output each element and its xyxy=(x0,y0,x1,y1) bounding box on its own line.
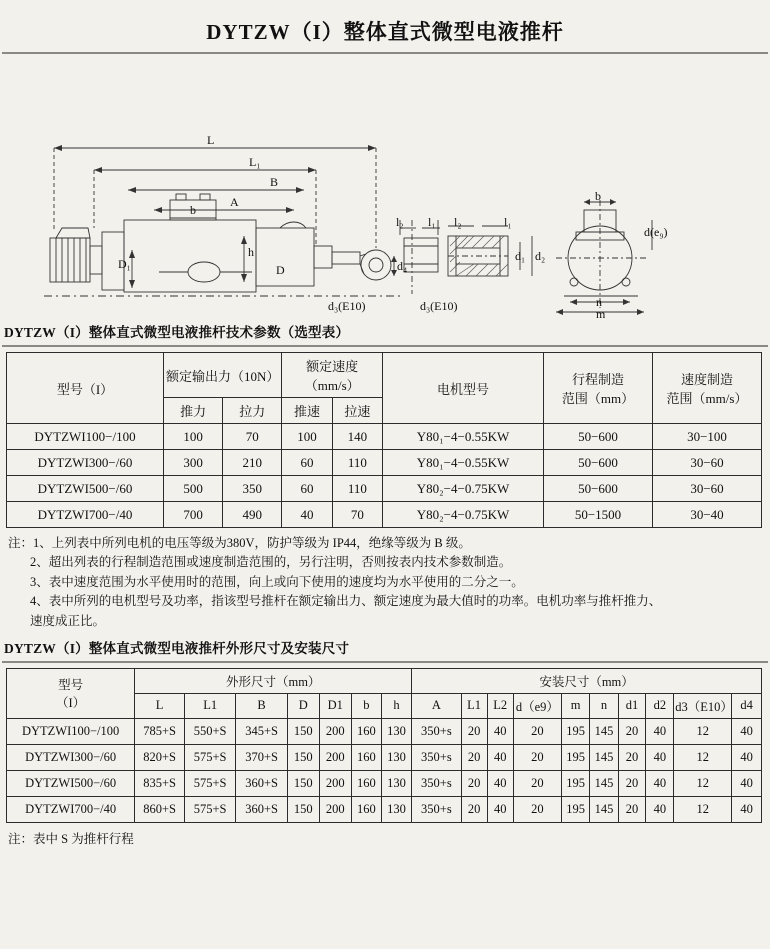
cell-pull: 490 xyxy=(223,502,282,528)
label-m: m xyxy=(596,307,606,321)
cell-outer-h: 130 xyxy=(381,718,411,744)
label-B: B xyxy=(270,175,279,189)
cell-speed-range: 30−100 xyxy=(653,424,762,450)
cell-inst-d4: 40 xyxy=(732,718,762,744)
col-speed-range-line1: 速度制造 xyxy=(680,372,733,387)
col-force: 额定输出力（10N） xyxy=(164,353,282,398)
note-line: 3、表中速度范围为水平使用时的范围，向上或向下使用的速度均为水平使用的二分之一。 xyxy=(30,574,524,589)
cell-outer-L1: 575+S xyxy=(184,744,235,770)
label-h: h xyxy=(248,245,254,259)
cell-outer-L: 785+S xyxy=(135,718,185,744)
cell-pull: 210 xyxy=(223,450,282,476)
cell-outer-b: 160 xyxy=(351,744,381,770)
col-speed: 额定速度（mm/s） xyxy=(282,353,383,398)
label-d3-left: d₃(E10) xyxy=(328,299,366,313)
cell-pull: 350 xyxy=(223,476,282,502)
table-row xyxy=(7,744,762,770)
cell-inst-L1: 20 xyxy=(461,796,487,822)
table-row xyxy=(7,476,762,502)
cell-speed-range: 30−40 xyxy=(653,502,762,528)
label-D1: D₁ xyxy=(118,257,131,271)
cell-vpush: 60 xyxy=(282,476,332,502)
note-line: 2、超出列表的行程制造范围或速度制造范围的，另行注明，否则按表内技术参数制造。 xyxy=(30,555,512,570)
cell-inst-L1: 20 xyxy=(461,744,487,770)
col-L: L xyxy=(135,693,185,718)
cell-inst-d3: 12 xyxy=(674,718,732,744)
cell-model: DYTZWI100−/100 xyxy=(7,718,135,744)
label-d3-right: d₃(E10) xyxy=(420,299,458,313)
cell-inst-m: 195 xyxy=(561,770,589,796)
col-speed-push: 推速 xyxy=(282,398,332,424)
cell-model: DYTZWI300−/60 xyxy=(7,744,135,770)
cell-inst-L2: 40 xyxy=(487,718,513,744)
col-speed-range-line2: 范围（mm/s） xyxy=(666,391,748,406)
col-model xyxy=(7,668,135,718)
cell-model: DYTZWI700−/40 xyxy=(7,796,135,822)
cell-outer-D: 150 xyxy=(287,744,319,770)
col-d1: d1 xyxy=(618,693,646,718)
cell-inst-L2: 40 xyxy=(487,796,513,822)
cell-outer-h: 130 xyxy=(381,796,411,822)
cell-motor: Y80₁−4−0.55KW xyxy=(383,424,544,450)
cell-outer-D1: 200 xyxy=(319,796,351,822)
spec-table xyxy=(6,352,762,528)
note-line: 注：1、上列表中所列电机的电压等级为380V，防护等级为 IP44，绝缘等级为 B 级。 xyxy=(8,536,471,550)
label-d4: d₄ xyxy=(397,259,408,273)
cell-outer-h: 130 xyxy=(381,744,411,770)
cell-inst-d: 20 xyxy=(513,744,561,770)
table-row xyxy=(7,424,762,450)
cell-inst-d1: 20 xyxy=(618,718,646,744)
table-row xyxy=(7,718,762,744)
cell-speed-range: 30−60 xyxy=(653,450,762,476)
cell-inst-A: 350+s xyxy=(412,770,461,796)
col-L2: L2 xyxy=(487,693,513,718)
cell-outer-D: 150 xyxy=(287,770,319,796)
cell-outer-B: 370+S xyxy=(236,744,287,770)
label-l1-b: l₁ xyxy=(504,215,512,229)
table-row xyxy=(7,450,762,476)
cell-outer-D1: 200 xyxy=(319,744,351,770)
title-divider xyxy=(2,52,768,54)
label-L1: L₁ xyxy=(249,155,261,169)
col-d4: d4 xyxy=(732,693,762,718)
cell-inst-d2: 40 xyxy=(646,718,674,744)
label-d2: d₂ xyxy=(535,249,546,263)
cell-model: DYTZWI500−/60 xyxy=(7,770,135,796)
cell-inst-m: 195 xyxy=(561,718,589,744)
label-A: A xyxy=(230,195,239,209)
cell-model: DYTZWI700−/40 xyxy=(7,502,164,528)
cell-inst-n: 145 xyxy=(590,744,618,770)
section2-note: 注：表中 S 为推杆行程 xyxy=(8,831,134,846)
cell-motor: Y80₂−4−0.75KW xyxy=(383,502,544,528)
cell-inst-A: 350+s xyxy=(412,744,461,770)
label-l2-a: l₂ xyxy=(396,215,404,229)
col-Li1: L1 xyxy=(461,693,487,718)
cell-outer-D: 150 xyxy=(287,796,319,822)
note-line: 4、表中所列的电机型号及功率，指该型号推杆在额定输出力、额定速度为最大值时的功率。电机功率与推杆推力、 xyxy=(30,594,662,609)
col-outer-group: 外形尺寸（mm） xyxy=(135,668,412,693)
cell-push: 500 xyxy=(164,476,223,502)
cell-outer-D1: 200 xyxy=(319,718,351,744)
table-header-row xyxy=(7,668,762,693)
cell-outer-L: 835+S xyxy=(135,770,185,796)
cell-outer-h: 130 xyxy=(381,770,411,796)
cell-inst-d1: 20 xyxy=(618,796,646,822)
cell-inst-d: 20 xyxy=(513,770,561,796)
label-L: L xyxy=(207,133,215,147)
cell-outer-B: 360+S xyxy=(236,796,287,822)
cell-inst-d4: 40 xyxy=(732,796,762,822)
cell-inst-d1: 20 xyxy=(618,770,646,796)
cell-outer-L1: 575+S xyxy=(184,796,235,822)
cell-inst-n: 145 xyxy=(590,796,618,822)
cell-outer-L: 820+S xyxy=(135,744,185,770)
col-d3-e10: d3（E10） xyxy=(674,693,732,718)
cell-outer-L1: 575+S xyxy=(184,770,235,796)
cell-inst-d2: 40 xyxy=(646,744,674,770)
cell-inst-d4: 40 xyxy=(732,744,762,770)
cell-inst-d2: 40 xyxy=(646,770,674,796)
col-motor: 电机型号 xyxy=(383,353,544,424)
cell-inst-m: 195 xyxy=(561,796,589,822)
col-install-group: 安装尺寸（mm） xyxy=(412,668,762,693)
col-b: b xyxy=(351,693,381,718)
cell-outer-b: 160 xyxy=(351,718,381,744)
section1-heading: DYTZW（I）整体直式微型电液推杆技术参数（选型表） xyxy=(4,325,350,340)
cell-pull: 70 xyxy=(223,424,282,450)
section2-heading: DYTZW（I）整体直式微型电液推杆外形尺寸及安装尺寸 xyxy=(4,640,350,656)
label-d1: d₁ xyxy=(515,249,526,263)
label-D: D xyxy=(276,263,285,277)
col-m: m xyxy=(561,693,589,718)
cell-stroke: 50−600 xyxy=(544,450,653,476)
cell-inst-A: 350+s xyxy=(412,718,461,744)
cell-speed-range: 30−60 xyxy=(653,476,762,502)
col-B: B xyxy=(236,693,287,718)
cell-inst-L2: 40 xyxy=(487,744,513,770)
label-n: n xyxy=(596,295,602,309)
cell-inst-d3: 12 xyxy=(674,770,732,796)
cell-inst-d: 20 xyxy=(513,796,561,822)
col-speed-range xyxy=(653,353,762,424)
col-L1: L1 xyxy=(184,693,235,718)
dimension-table xyxy=(6,668,762,823)
cell-outer-D: 150 xyxy=(287,718,319,744)
cell-outer-b: 160 xyxy=(351,796,381,822)
label-b-left: b xyxy=(190,203,196,217)
cell-inst-d1: 20 xyxy=(618,744,646,770)
cell-inst-d3: 12 xyxy=(674,744,732,770)
table-header-row xyxy=(7,353,762,398)
page-title: DYTZW（I）整体直式微型电液推杆 xyxy=(206,20,564,44)
table-row xyxy=(7,796,762,822)
cell-outer-L1: 550+S xyxy=(184,718,235,744)
cell-outer-L: 860+S xyxy=(135,796,185,822)
cell-vpush: 60 xyxy=(282,450,332,476)
cell-push: 300 xyxy=(164,450,223,476)
col-force-pull: 拉力 xyxy=(223,398,282,424)
section1-divider xyxy=(2,345,768,347)
col-model-line2: （I） xyxy=(56,696,86,711)
table-row xyxy=(7,502,762,528)
cell-inst-L2: 40 xyxy=(487,770,513,796)
cell-stroke: 50−600 xyxy=(544,476,653,502)
cell-inst-m: 195 xyxy=(561,744,589,770)
col-model-line1: 型号 xyxy=(58,678,84,693)
col-A: A xyxy=(412,693,461,718)
cell-model: DYTZWI300−/60 xyxy=(7,450,164,476)
cell-outer-B: 345+S xyxy=(236,718,287,744)
col-D: D xyxy=(287,693,319,718)
label-d-e9: d(e₉) xyxy=(644,225,668,239)
cell-outer-D1: 200 xyxy=(319,770,351,796)
label-l2-b: l₂ xyxy=(454,215,462,229)
cell-inst-L1: 20 xyxy=(461,770,487,796)
cell-inst-L1: 20 xyxy=(461,718,487,744)
cell-inst-d4: 40 xyxy=(732,770,762,796)
col-d2: d2 xyxy=(646,693,674,718)
note-line: 速度成正比。 xyxy=(30,613,106,628)
section2-divider xyxy=(2,661,768,663)
col-model: 型号（I） xyxy=(7,353,164,424)
cell-model: DYTZWI100−/100 xyxy=(7,424,164,450)
cell-vpull: 70 xyxy=(332,502,382,528)
cell-outer-B: 360+S xyxy=(236,770,287,796)
col-stroke-line1: 行程制造 xyxy=(571,372,624,387)
col-stroke xyxy=(544,353,653,424)
label-l1-a: l₁ xyxy=(428,215,436,229)
col-d-e9: d（e9） xyxy=(513,693,561,718)
cell-inst-d3: 12 xyxy=(674,796,732,822)
col-speed-pull: 拉速 xyxy=(332,398,382,424)
cell-push: 700 xyxy=(164,502,223,528)
cell-stroke: 50−1500 xyxy=(544,502,653,528)
cell-vpush: 100 xyxy=(282,424,332,450)
cell-outer-b: 160 xyxy=(351,770,381,796)
cell-vpull: 140 xyxy=(332,424,382,450)
drawing-svg xyxy=(4,60,766,321)
cell-vpush: 40 xyxy=(282,502,332,528)
col-force-push: 推力 xyxy=(164,398,223,424)
col-n: n xyxy=(590,693,618,718)
label-b-right: b xyxy=(595,189,601,203)
col-h: h xyxy=(381,693,411,718)
section1-notes xyxy=(8,534,762,631)
cell-model: DYTZWI500−/60 xyxy=(7,476,164,502)
cell-motor: Y80₁−4−0.55KW xyxy=(383,450,544,476)
col-D1: D1 xyxy=(319,693,351,718)
technical-drawing xyxy=(4,60,766,321)
cell-inst-n: 145 xyxy=(590,718,618,744)
cell-vpull: 110 xyxy=(332,450,382,476)
cell-motor: Y80₂−4−0.75KW xyxy=(383,476,544,502)
cell-inst-d2: 40 xyxy=(646,796,674,822)
cell-push: 100 xyxy=(164,424,223,450)
cell-inst-A: 350+s xyxy=(412,796,461,822)
cell-inst-d: 20 xyxy=(513,718,561,744)
cell-inst-n: 145 xyxy=(590,770,618,796)
table-row xyxy=(7,770,762,796)
cell-stroke: 50−600 xyxy=(544,424,653,450)
cell-vpull: 110 xyxy=(332,476,382,502)
col-stroke-line2: 范围（mm） xyxy=(561,391,635,406)
